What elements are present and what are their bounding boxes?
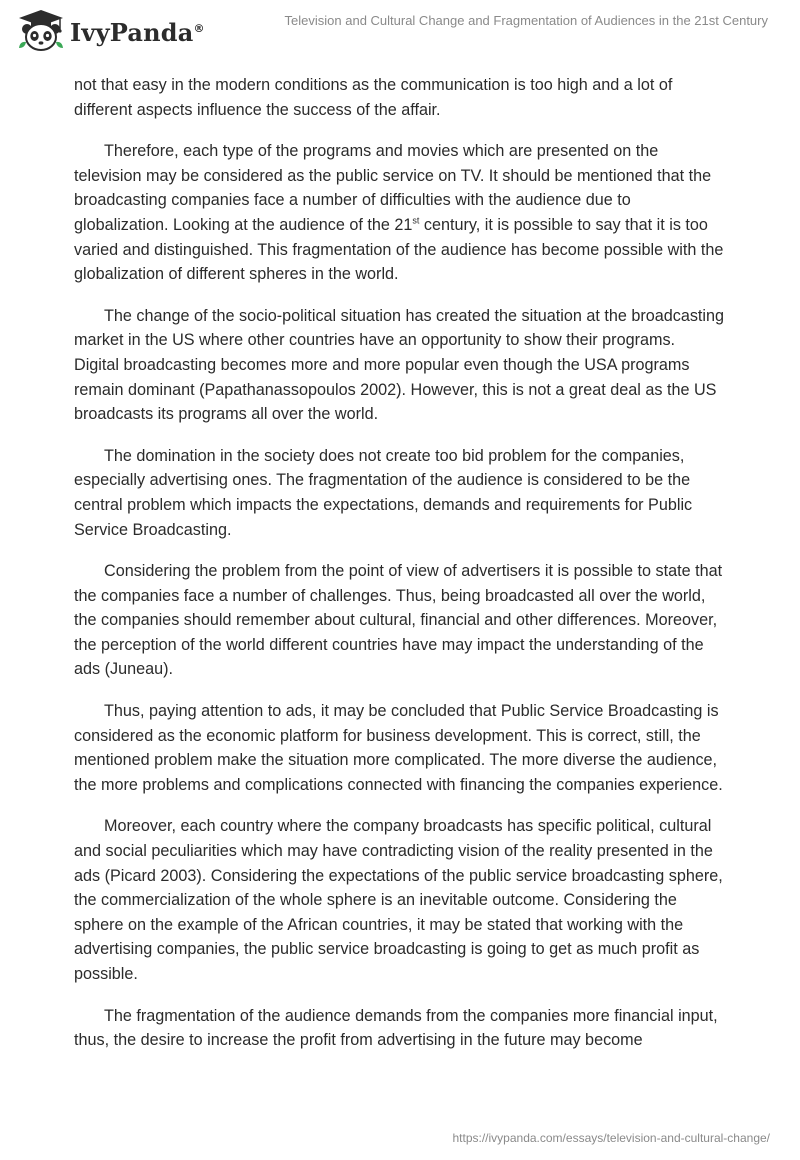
source-url-link[interactable]: https://ivypanda.com/essays/television-and-cultural-change/ [452, 1131, 770, 1145]
paragraph: The domination in the society does not create too bid problem for the companies, especially advertising ones. The fragmentation of the audience is considered to be the central problem which impacts the expectations, demands and requirements for Public Service Broadcasting. [74, 446, 693, 539]
paragraph: Thus, paying attention to ads, it may be concluded that Public Service Broadcasting is considered as the economic platform for business development. This is correct, still, the mentioned problem make the situation more complicated. The more diverse the audience, the more problems and complications connected with financing the companies experience. [74, 702, 723, 794]
paragraph-continued: not that easy in the modern conditions as the communication is too high and a lot of different aspects influence the success of the affair. [74, 76, 673, 119]
paragraph: The change of the socio-political situation has created the situation at the broadcasting market in the US where other countries have an opportunity to show their programs. Digital broadcasting becomes more and more popular even though the USA programs remain dominant (Papathanassopoulos 2002). However, this is not a great deal as the US broadcasts its programs all over the world. [74, 306, 725, 424]
paragraph: The fragmentation of the audience demands from the companies more financial input, thus, the desire to increase the profit from advertising in the future may become [74, 1006, 718, 1050]
essay-body [74, 73, 724, 1070]
paragraph: Considering the problem from the point of view of advertisers it is possible to state that the companies face a number of challenges. Thus, being broadcasted all over the world, the companies should remember about cultural, financial and other differences. Moreover, the perception of the world different countries have may impact the understanding of the ads (Juneau). [74, 562, 723, 679]
paragraph: Moreover, each country where the company broadcasts has specific political, cultural and social peculiarities which may have contradicting vision of the reality presented in the ads (Picard 2003). Considering the expectations of the public service broadcasting sphere, the commercialization of the whole sphere is an inevitable outcome. Considering the sphere on the example of the African countries, it may be stated that working with the advertising companies, the public service broadcasting is going to get as much profit as possible. [74, 817, 723, 983]
panda-graduate-logo-icon [16, 8, 66, 52]
document-title: Television and Cultural Change and Fragmentation of Audiences in the 21st Century [284, 13, 768, 28]
brand-logo[interactable] [16, 8, 205, 52]
paragraph: Therefore, each type of the programs and movies which are presented on the television may be considered as the public service on TV. It should be mentioned that the broadcasting companies face a number of difficulties with the audience due to globalization. Looking at the audience of the 21st century, it is possible to say that it is too varied and distinguished. This fragmentation of the audience has become possible with the globalization of different spheres in the world. [74, 142, 724, 284]
page-header [0, 0, 800, 60]
brand-name: IvyPanda® [70, 17, 205, 47]
